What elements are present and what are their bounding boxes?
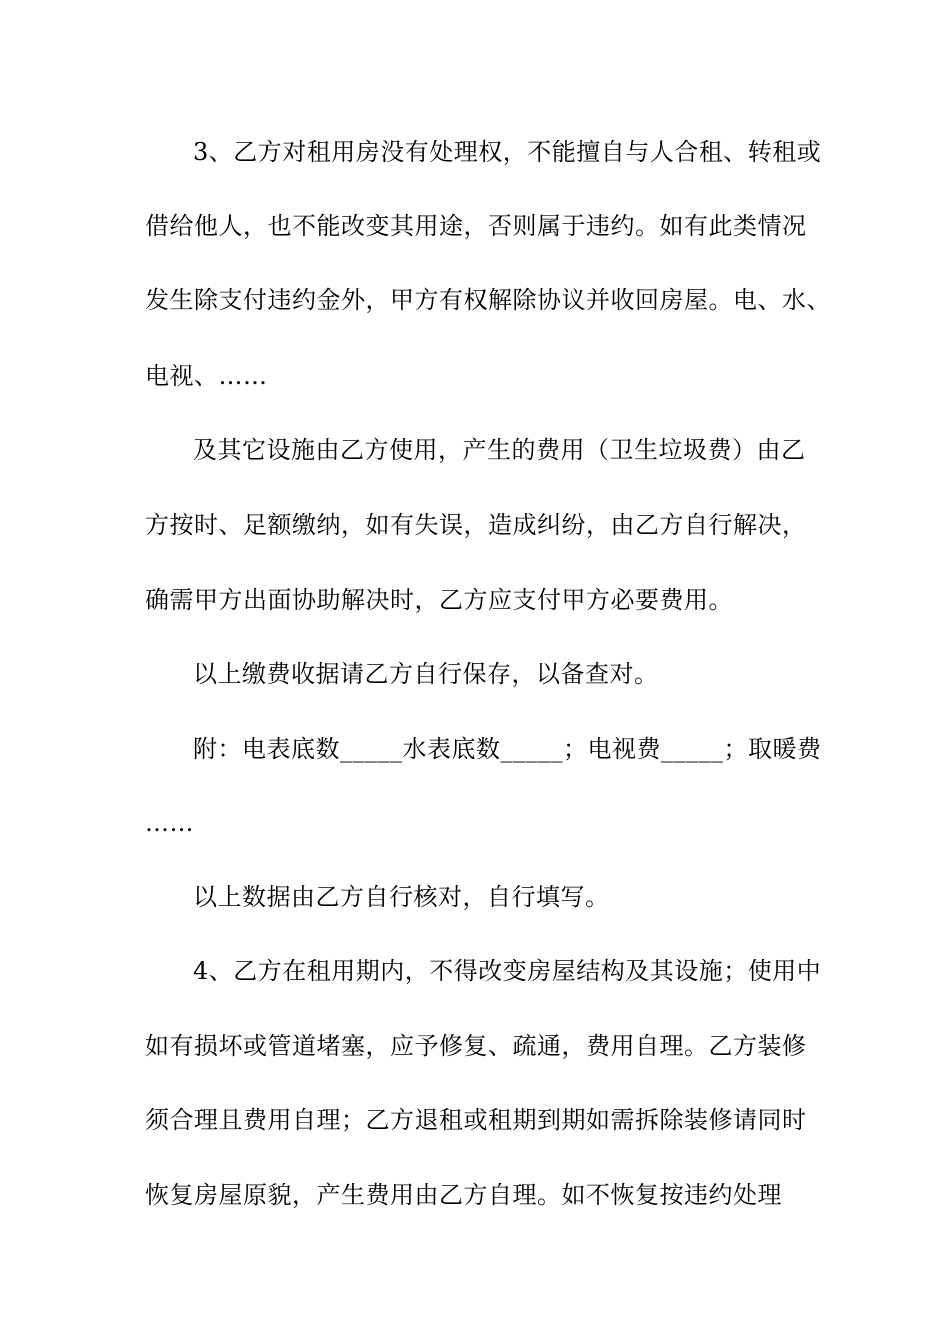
paragraph-line: 确需甲方出面协助解决时，乙方应支付甲方必要费用。 — [145, 586, 733, 614]
paragraph-line: 恢复房屋原貌，产生费用由乙方自理。如不恢复按违约处理 — [145, 1181, 782, 1209]
paragraph-line: 3、乙方对租用房没有处理权，不能擅自与人合租、转租或 — [193, 138, 822, 166]
paragraph-line: 以上缴费收据请乙方自行保存，以备查对。 — [193, 660, 659, 688]
paragraph-line: 以上数据由乙方自行核对，自行填写。 — [193, 883, 610, 911]
paragraph-line: 及其它设施由乙方使用，产生的费用（卫生垃圾费）由乙 — [193, 436, 806, 464]
paragraph-line: 如有损坏或管道堵塞，应予修复、疏通，费用自理。乙方装修 — [145, 1032, 807, 1060]
paragraph-line: 方按时、足额缴纳，如有失误，造成纠纷，由乙方自行解决， — [145, 511, 807, 539]
paragraph-line: 附：电表底数_____水表底数_____；电视费_____；取暖费 — [193, 735, 822, 763]
paragraph-line: 须合理且费用自理；乙方退租或租期到期如需拆除装修请同时 — [145, 1106, 807, 1134]
paragraph-line: 电视、…… — [145, 362, 268, 390]
paragraph-line: 借给他人，也不能改变其用途，否则属于违约。如有此类情况 — [145, 212, 807, 240]
paragraph-line: 发生除支付违约金外，甲方有权解除协议并收回房屋。电、水、 — [145, 286, 831, 314]
paragraph-line: …… — [145, 809, 194, 837]
paragraph-line: 4、乙方在租用期内，不得改变房屋结构及其设施；使用中 — [193, 957, 822, 985]
